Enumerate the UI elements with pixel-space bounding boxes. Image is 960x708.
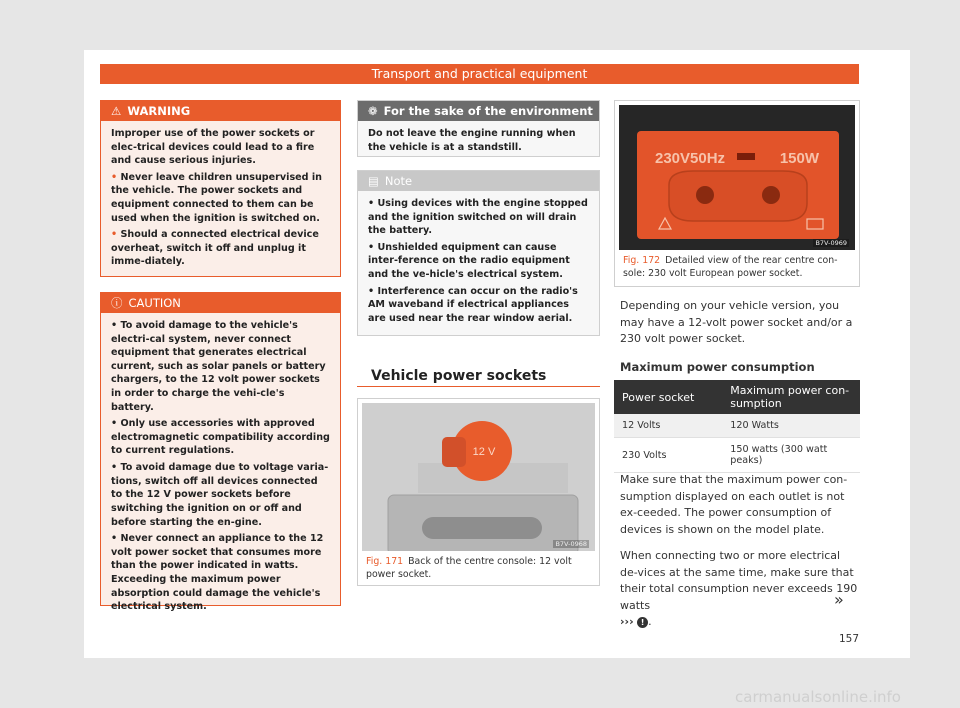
watermark: carmanualsonline.info bbox=[735, 688, 901, 706]
socket-voltage-label: 12 V bbox=[472, 446, 496, 458]
note-box bbox=[357, 170, 600, 336]
warning-item: • Should a connected electrical device overheat, switch it off and unplug it imme-diately. bbox=[111, 229, 319, 268]
note-body bbox=[358, 191, 599, 334]
environment-title: For the sake of the environment bbox=[383, 104, 593, 118]
warning-intro: Improper use of the power sockets or elec-trical devices could lead to a fire and cause serious injuries. bbox=[111, 128, 315, 167]
page-header: Transport and practical equipment bbox=[100, 64, 859, 84]
figure-172 bbox=[614, 100, 860, 287]
bullet-icon: • bbox=[111, 229, 121, 241]
warning-box bbox=[100, 100, 341, 277]
figure-172-code: B7V-0969 bbox=[815, 239, 847, 247]
figure-171-caption: Fig. 171 Back of the centre console: 12 volt power socket. bbox=[366, 556, 572, 580]
caution-ref-icon: ! bbox=[637, 617, 648, 628]
multiple-devices-paragraph: When connecting two or more electrical de-vices at the same time, make sure that their total consumption never exceeds 190 watts ››› ! . bbox=[620, 549, 858, 628]
bullet-icon: • bbox=[111, 171, 121, 183]
console-socket-illustration bbox=[362, 403, 595, 551]
environment-body bbox=[358, 121, 599, 163]
table-cell: 12 Volts bbox=[614, 414, 722, 438]
table-header-cell: Maximum power con-sumption bbox=[722, 380, 860, 414]
figure-172-caption: Fig. 172 Detailed view of the rear centre con-sole: 230 volt European power socket. bbox=[623, 255, 838, 279]
caution-header bbox=[101, 293, 340, 313]
caution-item: • To avoid damage due to voltage varia-tions, switch off all devices connected to the 12 V power sockets before switching the ignition on or off and before starting the en-gine. bbox=[111, 462, 329, 528]
section-title: Vehicle power sockets bbox=[371, 368, 547, 384]
warning-triangle-icon: ⚠ bbox=[111, 104, 122, 118]
note-header bbox=[358, 171, 599, 191]
note-title: Note bbox=[384, 174, 413, 188]
table-cell: 120 Watts bbox=[722, 414, 860, 438]
figure-171-number: Fig. 171 bbox=[366, 556, 404, 567]
note-icon: ▤ bbox=[368, 174, 379, 188]
figure-171-code: B7V-0968 bbox=[555, 540, 587, 548]
caution-item: • Never connect an appliance to the 12 volt power socket that consumes more than the power indicated in watts. Exceeding the maximum power absorption could damage the vehicle's electrical system. bbox=[111, 533, 324, 613]
table-row bbox=[614, 414, 860, 438]
figure-172-number: Fig. 172 bbox=[623, 255, 661, 266]
warning-item: • Never leave children unsupervised in the vehicle. The power sockets and equipment connected to them can be used when the ignition is switched on. bbox=[111, 171, 322, 224]
power-table bbox=[614, 380, 860, 473]
socket-voltage-label: 230V50Hz bbox=[655, 150, 726, 167]
table-heading: Maximum power consumption bbox=[620, 360, 815, 374]
environment-text: Do not leave the engine running when the vehicle is at a standstill. bbox=[368, 128, 576, 153]
table-header-row bbox=[614, 380, 860, 414]
figure-172-image bbox=[619, 105, 855, 250]
european-socket-illustration bbox=[619, 105, 855, 250]
note-item: • Unshielded equipment can cause inter-ference on the radio equipment and the ve-hicle's electrical system. bbox=[368, 241, 570, 281]
caution-item: • To avoid damage to the vehicle's electri-cal system, never connect equipment that generates electrical current, such as solar panels or battery chargers, to the 12 volt power sockets in order to charge the vehi-cle's battery. bbox=[111, 320, 326, 413]
table-header-cell: Power socket bbox=[614, 380, 722, 414]
environment-box bbox=[357, 100, 600, 157]
section-divider bbox=[357, 386, 600, 387]
table-row bbox=[614, 438, 860, 473]
figure-171-image bbox=[362, 403, 595, 551]
consumption-paragraph: Make sure that the maximum power con-sumption displayed on each outlet is not ex-ceeded. The power consumption of devices is shown on the model plate. bbox=[620, 473, 848, 536]
table-cell: 150 watts (300 watt peaks) bbox=[722, 438, 860, 473]
caution-box bbox=[100, 292, 341, 613]
warning-title: WARNING bbox=[127, 104, 191, 118]
page-number: 157 bbox=[839, 633, 860, 645]
continue-arrow: » bbox=[834, 590, 844, 609]
caution-item: • Only use accessories with approved electromagnetic compatibility according to current regulations. bbox=[111, 418, 330, 457]
table-cell: 230 Volts bbox=[614, 438, 722, 473]
note-item: • Using devices with the engine stopped and the ignition switched on will drain the battery. bbox=[368, 198, 588, 237]
warning-header bbox=[101, 101, 340, 121]
caution-title: CAUTION bbox=[128, 296, 181, 310]
cross-reference-link[interactable]: ››› bbox=[620, 615, 634, 628]
note-item: • Interference can occur on the radio's AM waveband if electrical appliances are used near the rear window aerial. bbox=[368, 285, 578, 324]
figure-171 bbox=[357, 398, 600, 586]
environment-header bbox=[358, 101, 599, 121]
socket-power-label: 150W bbox=[779, 150, 819, 167]
caution-circle-icon: ⓘ bbox=[111, 296, 123, 310]
warning-body bbox=[101, 121, 340, 278]
leaf-icon: ❁ bbox=[368, 104, 378, 118]
caution-body bbox=[101, 313, 340, 623]
intro-paragraph: Depending on your vehicle version, you may have a 12-volt power socket and/or a 230 volt power socket. bbox=[620, 299, 853, 345]
